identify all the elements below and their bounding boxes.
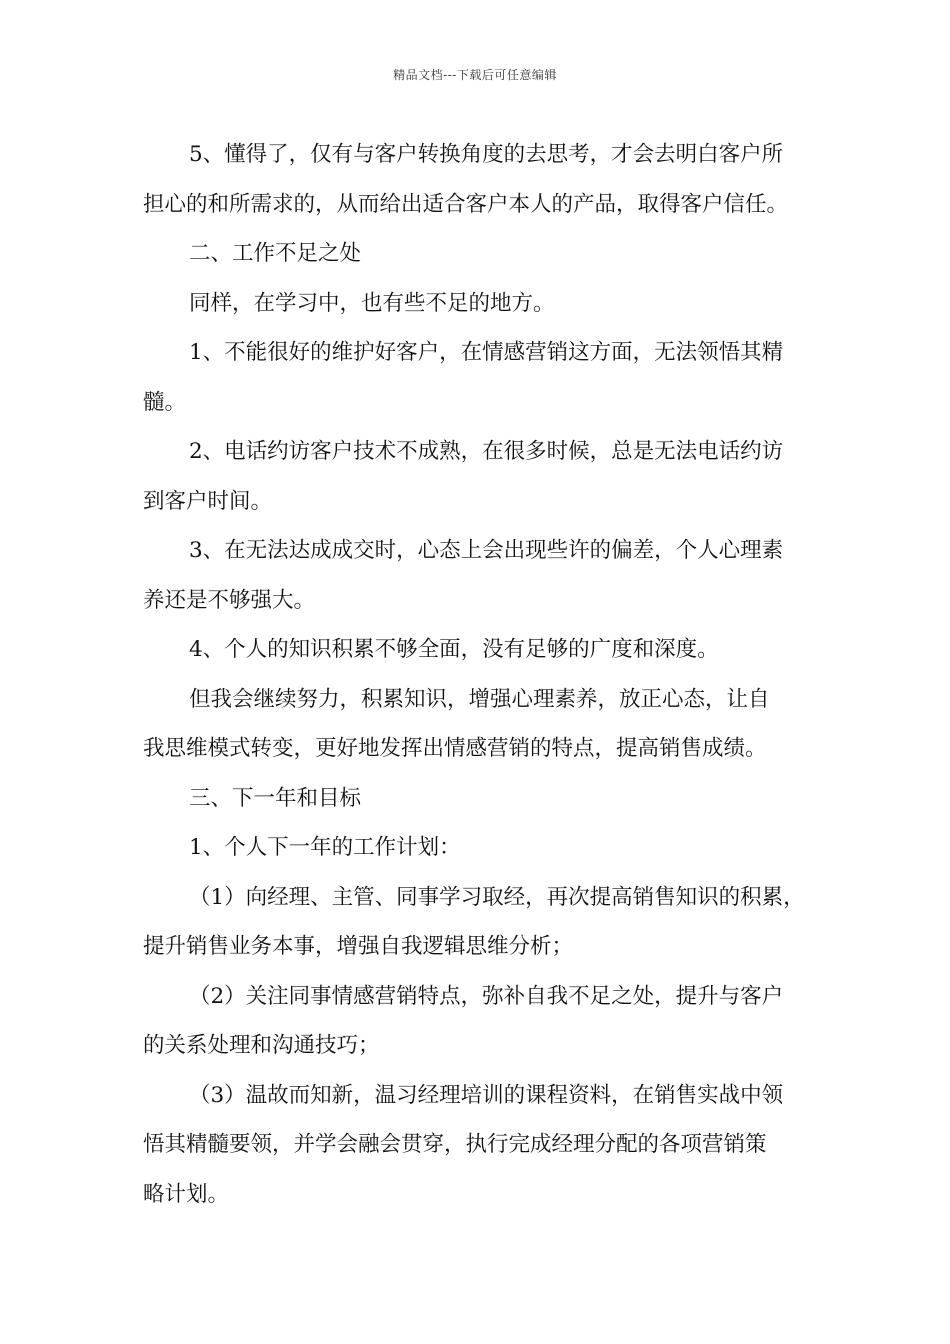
page-header: 精品文档---下载后可任意编辑 <box>393 68 557 82</box>
paragraph-1 <box>143 130 823 229</box>
paragraph-line: 髓。 <box>143 389 187 415</box>
paragraph-line: 到客户时间。 <box>143 488 273 514</box>
paragraph-line: 养还是不够强大。 <box>143 587 316 613</box>
paragraph-8 <box>143 675 823 774</box>
paragraph-line: 2、电话约访客户技术不成熟，在很多时候，总是无法电话约访 <box>189 439 784 464</box>
paragraph-line: （1）向经理、主管、同事学习取经，再次提高销售知识的积累， <box>189 884 805 910</box>
paragraph-5 <box>143 427 823 526</box>
paragraph-11 <box>143 873 823 972</box>
section-heading-next-year <box>143 774 823 824</box>
paragraph-13 <box>143 1071 823 1220</box>
paragraph-line: 悟其精髓要领，并学会融会贯穿，执行完成经理分配的各项营销策 <box>143 1132 767 1157</box>
document-body <box>143 130 823 1219</box>
paragraph-6 <box>143 526 823 625</box>
paragraph-12 <box>143 972 823 1071</box>
paragraph-line: 二、工作不足之处 <box>189 241 362 266</box>
paragraph-7 <box>143 625 823 675</box>
paragraph-line: 的关系处理和沟通技巧； <box>143 1033 380 1058</box>
paragraph-line: 同样，在学习中，也有些不足的地方。 <box>189 290 555 316</box>
paragraph-10 <box>143 823 823 873</box>
paragraph-4 <box>143 328 823 427</box>
paragraph-line: 1、不能很好的维护好客户，在情感营销这方面，无法领悟其精 <box>189 340 784 365</box>
paragraph-line: 1、个人下一年的工作计划： <box>189 835 461 860</box>
paragraph-line: （2）关注同事情感营销特点，弥补自我不足之处，提升与客户 <box>189 983 784 1009</box>
paragraph-line: 三、下一年和目标 <box>189 785 362 811</box>
paragraph-line: 担心的和所需求的，从而给出适合客户本人的产品，取得客户信任。 <box>143 191 789 217</box>
paragraph-line: 5、懂得了，仅有与客户转换角度的去思考，才会去明白客户所 <box>189 142 784 167</box>
paragraph-line: 4、个人的知识积累不够全面，没有足够的广度和深度。 <box>189 637 719 662</box>
paragraph-line: 我思维模式转变，更好地发挥出情感营销的特点，提高销售成绩。 <box>143 736 767 761</box>
paragraph-line: 3、在无法达成成交时，心态上会出现些许的偏差，个人心理素 <box>189 538 784 563</box>
section-heading-shortcomings <box>143 229 823 279</box>
paragraph-line: 略计划。 <box>143 1181 230 1207</box>
paragraph-line: 提升销售业务本事，增强自我逻辑思维分析； <box>143 934 574 959</box>
paragraph-line: 但我会继续努力，积累知识，增强心理素养，放正心态，让自 <box>189 686 770 712</box>
paragraph-line: （3）温故而知新，温习经理培训的课程资料，在销售实战中领 <box>189 1082 784 1108</box>
paragraph-3 <box>143 279 823 329</box>
